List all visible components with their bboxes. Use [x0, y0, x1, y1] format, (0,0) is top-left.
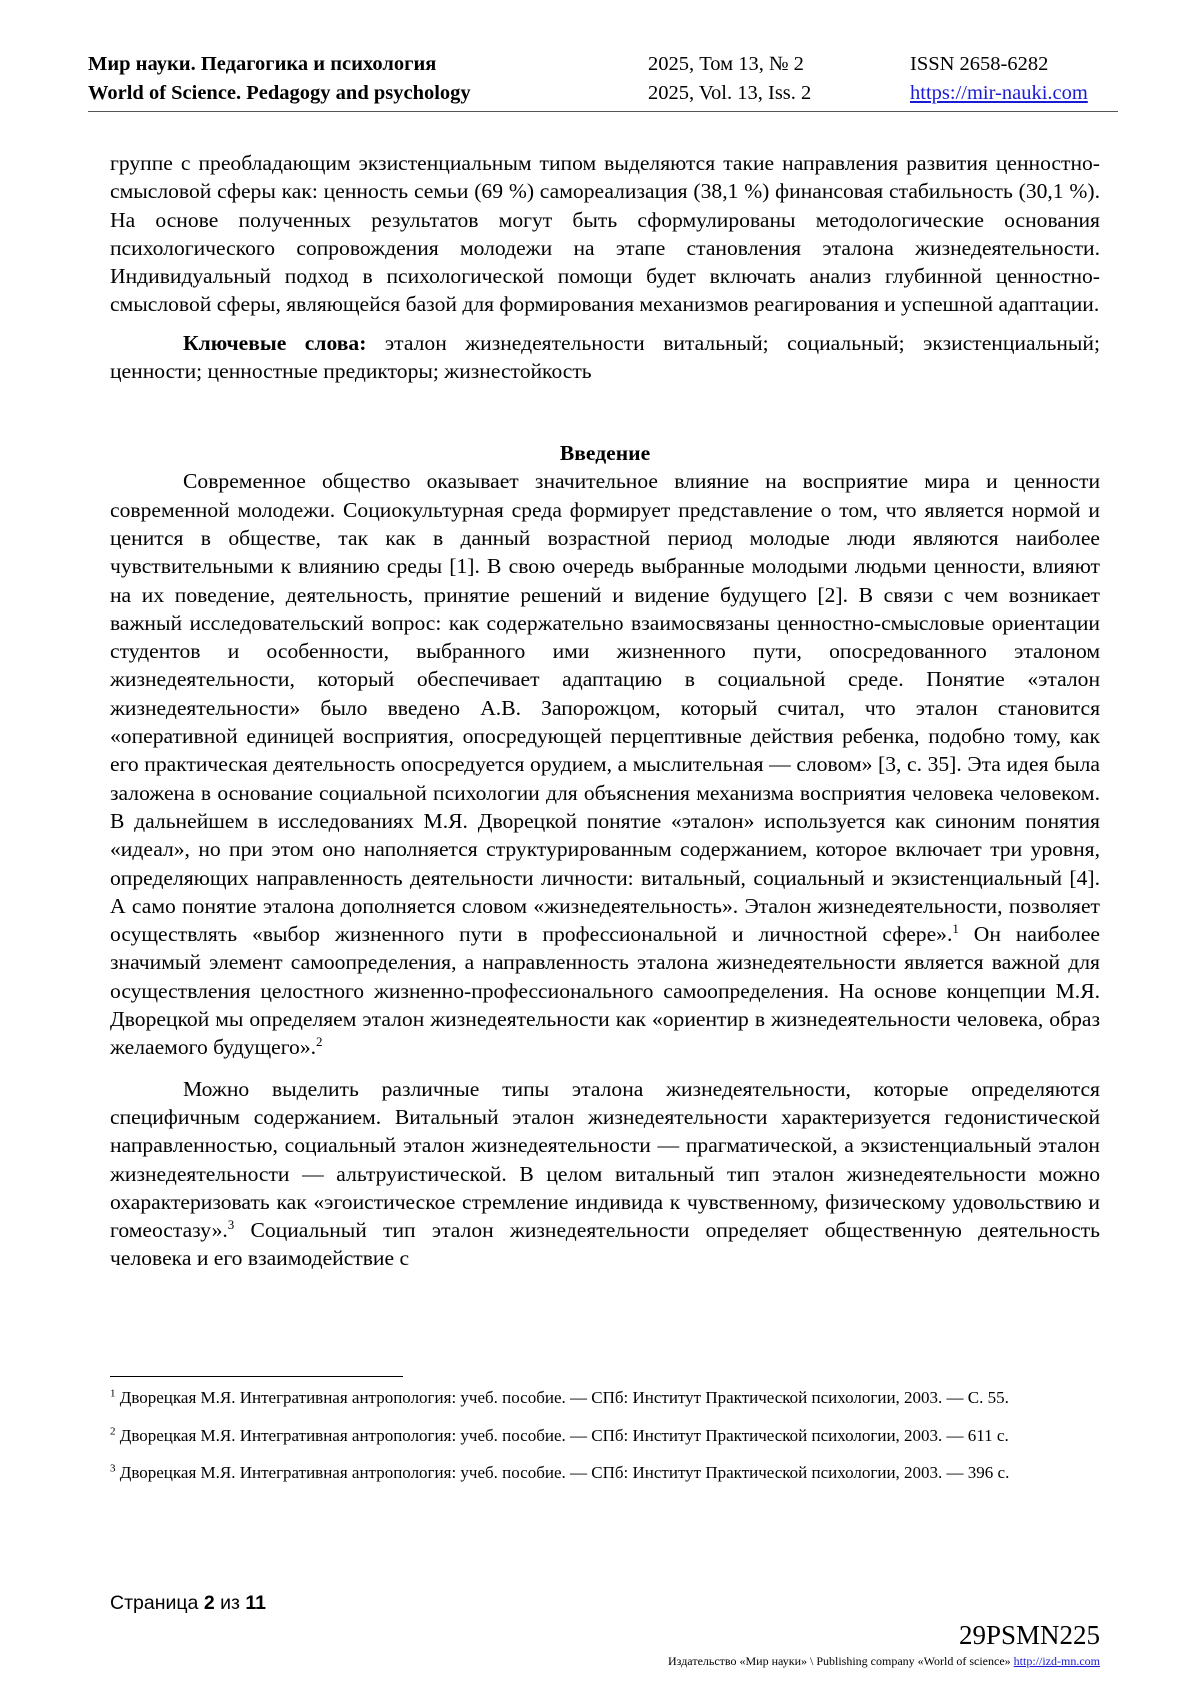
footnote-ref-2[interactable]: 2	[316, 1034, 323, 1050]
footnote-ref-1[interactable]: 1	[952, 920, 959, 936]
article-body	[110, 149, 1100, 1273]
page-indicator: Страница 2 из 11	[110, 1592, 266, 1614]
keywords-text: эталон жизнедеятельности витальный; социальный; экзистенциальный; ценности; ценностные предикторы; жизнестойкость	[110, 330, 1100, 384]
publisher-url-link[interactable]: http://izd-mn.com	[1013, 1654, 1100, 1668]
intro-paragraph-1: Современное общество оказывает значительное влияние на восприятие мира и ценности современной молодежи. Социокультурная среда формирует представление о том, что является нормой и ценится в обществе, так как в данный возрастной период молодые люди являются наиболее чувствительными к влиянию среды [1]. В свою очередь выбранные молодыми людьми ценности, влияют на их поведение, деятельность, принятие решений и видение будущего [2]. В связи с чем возникает важный исследовательский вопрос: как содержательно взаимосвязаны ценностно-смысловые ориентации студентов и особенности, выбранного ими жизненного пути, опосредованного эталоном жизнедеятельности, который обеспечивает адаптацию в социальной среде. Понятие «эталон жизнедеятельности» было введено А.В. Запорожцом, который считал, что эталон становится «оперативной единицей восприятия, опосредующей перцептивные действия ребенка, подобно тому, как его практическая деятельность опосредуется орудием, а мыслительная — словом» [3, с. 35]. Эта идея была заложена в основание социальной психологии для объяснения механизма восприятия человека человеком. В дальнейшем в исследованиях М.Я. Дворецкой понятие «эталон» используется как синоним понятия «идеал», но при этом оно наполняется структурированным содержанием, которое включает три уровня, определяющих направленность деятельности личности: витальный, социальный и экзистенциальный [4]. А само понятие эталона дополняется словом «жизнедеятельность». Эталон жизнедеятельности, позволяет осуществлять «выбор жизненного пути в профессиональной и личностной сфере».$^1$ Он наиболее значимый элемент самоопределения, а направленность эталона жизнедеятельности является важной для осуществления целостного жизненно-профессионального самоопределения. На основе концепции М.Я. Дворецкой мы определяем эталон жизнедеятельности как «ориентир в жизнедеятельности человека, образ желаемого будущего».$^2$	[110, 469, 1100, 1060]
header-divider	[88, 111, 1118, 112]
journal-title-en: World of Science. Pedagogy and psychology	[88, 82, 471, 104]
abstract-tail: группе с преобладающим экзистенциальным типом выделяются такие направления развития ценностно-смысловой сферы как: ценность семьи (69 %) самореализация (38,1 %) финансовая стабильность (30,1 %). На основе полученных результатов могут быть сформулированы методологические основания психологического сопровождения молодежи на этапе становления эталона жизнедеятельности. Индивидуальный подход в психологической помощи будет включать анализ глубинной ценностно-смысловой сферы, являющейся базой для формирования механизмов реагирования и успешной адаптации.	[110, 151, 1100, 317]
footnote-ref-3[interactable]: 3	[227, 1216, 235, 1232]
keywords-label: Ключевые слова:	[183, 330, 367, 355]
footnote: $^2$ Дворецкая М.Я. Интегративная антропология: учеб. пособие. — СПб: Институт Практической психологии, 2003. — 611 с.	[110, 1424, 1009, 1445]
issn: ISSN 2658-6282	[910, 53, 1049, 75]
section-title-intro: Введение	[559, 441, 651, 466]
footnote: $^1$ Дворецкая М.Я. Интегративная антропология: учеб. пособие. — СПб: Институт Практической психологии, 2003. — С. 55.	[110, 1387, 1009, 1407]
journal-title-ru: Мир науки. Педагогика и психология	[88, 53, 437, 75]
keywords	[110, 329, 1100, 386]
volume-en: 2025, Vol. 13, Iss. 2	[648, 82, 812, 104]
journal-url-link[interactable]: https://mir-nauki.com	[910, 82, 1088, 104]
article-code: 29PSMN225	[958, 1620, 1100, 1650]
journal-header	[88, 53, 1118, 111]
volume-ru: 2025, Том 13, № 2	[648, 53, 804, 75]
intro-paragraph-2: Можно выделить различные типы эталона жизнедеятельности, которые определяются специфичным содержанием. Витальный эталон жизнедеятельности характеризуется гедонистической направленностью, социальный эталон жизнедеятельности — прагматической, а экзистенциальный эталон жизнедеятельности — альтруистической. В целом витальный тип эталон жизнедеятельности можно охарактеризовать как «эгоистическое стремление индивида к чувственному, физическому удовольствию и гомеостазу».$^3$ Социальный тип эталон жизнедеятельности определяет общественную деятельность человека и его взаимодействие с	[110, 1076, 1100, 1271]
footnote: $^3$ Дворецкая М.Я. Интегративная антропология: учеб. пособие. — СПб: Институт Практической психологии, 2003. — 396 с.	[110, 1462, 1010, 1482]
footnotes	[110, 1386, 1100, 1499]
footnote-divider	[110, 1376, 403, 1377]
publisher-line: Издательство «Мир науки» \ Publishing company «World of science» http://izd-mn.com	[668, 1654, 1100, 1668]
